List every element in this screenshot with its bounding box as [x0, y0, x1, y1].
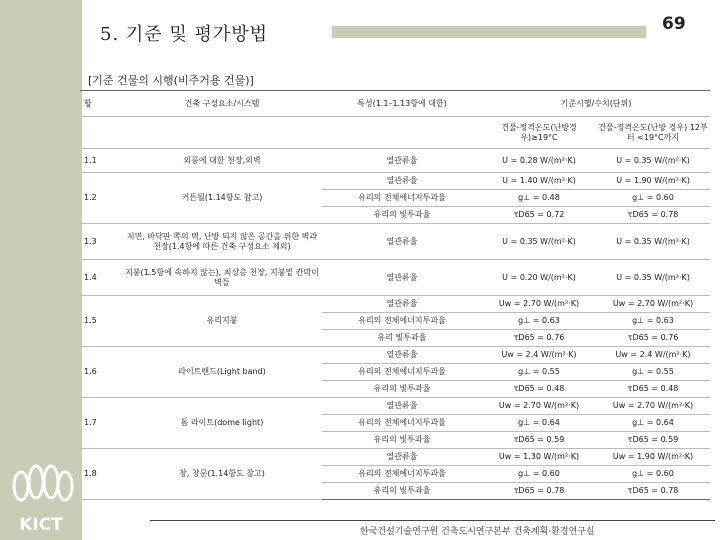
kict-logo — [6, 462, 76, 534]
table-caption: [기준 건물의 시행(비주거용 건물)] — [88, 74, 254, 87]
row-property: 유리의 빛투과율 — [322, 483, 482, 500]
row-id: 1.2 — [80, 173, 122, 224]
row-property: 유리의 빛투과율 — [322, 432, 482, 449]
row-value-v2: τD65 = 0.78 — [596, 207, 710, 224]
row-value-v1: τD65 = 0.59 — [482, 432, 596, 449]
header-reference-values: 기준시행/수치(단위) — [482, 91, 710, 117]
row-component: 라이트밴드(Light band) — [122, 347, 322, 398]
row-id: 1.1 — [80, 149, 122, 173]
row-property: 열관류율 — [322, 296, 482, 313]
row-id: 1.8 — [80, 449, 122, 500]
table-row — [80, 149, 710, 173]
row-value-v2: U = 0.35 W/(m²·K) — [596, 149, 710, 173]
row-value-v1: τD65 = 0.76 — [482, 330, 596, 347]
row-value-v2: Uw = 2.4 W/(m²·K) — [596, 347, 710, 364]
subheader-ge19: 건물-정격온도(난방경우)≥19°C — [482, 117, 596, 149]
row-property: 열관류율 — [322, 449, 482, 466]
title-accent-bar — [332, 26, 646, 38]
section-title: 5. 기준 및 평가방법 — [100, 24, 269, 45]
row-id: 1.5 — [80, 296, 122, 347]
footer-rule — [150, 520, 715, 521]
table-row — [80, 449, 710, 466]
table-row — [80, 296, 710, 313]
row-value-v2: g⊥ = 0.60 — [596, 190, 710, 207]
row-value-v1: U = 0.35 W/(m²·K) — [482, 224, 596, 260]
row-value-v2: Uw = 2.70 W/(m²·K) — [596, 398, 710, 415]
subheader-12to19: 건물-정격온도(난방 경우) 12부터 <19°C까지 — [596, 117, 710, 149]
row-id: 1.4 — [80, 260, 122, 296]
row-value-v2: τD65 = 0.48 — [596, 381, 710, 398]
row-component: 커튼월(1.14항도 참고) — [122, 173, 322, 224]
svg-text:KICT: KICT — [19, 515, 63, 534]
row-value-v1: Uw = 1.30 W/(m²·K) — [482, 449, 596, 466]
table-row — [80, 224, 710, 260]
row-value-v2: U = 1.90 W/(m²·K) — [596, 173, 710, 190]
row-component: 외풍에 대한 천장,외벽 — [122, 149, 322, 173]
row-value-v2: τD65 = 0.76 — [596, 330, 710, 347]
row-value-v2: g⊥ = 0.55 — [596, 364, 710, 381]
table-row — [80, 398, 710, 415]
row-component: 유리지붕 — [122, 296, 322, 347]
row-value-v1: g⊥ = 0.63 — [482, 313, 596, 330]
row-property: 유리의 전체에너지투과율 — [322, 190, 482, 207]
row-value-v1: Uw = 2.70 W/(m²·K) — [482, 398, 596, 415]
row-property: 유리 빛투과율 — [322, 330, 482, 347]
row-property: 유리의 전체에너지투과율 — [322, 313, 482, 330]
header-id: 항 — [80, 91, 122, 117]
table-row — [80, 173, 710, 190]
row-property: 열관류율 — [322, 398, 482, 415]
header-property: 특성(1.1–1.13항에 대한) — [322, 91, 482, 117]
row-value-v1: τD65 = 0.72 — [482, 207, 596, 224]
row-value-v1: τD65 = 0.78 — [482, 483, 596, 500]
header-component: 건축 구성요소/시스템 — [122, 91, 322, 117]
row-value-v1: U = 0.28 W/(m²·K) — [482, 149, 596, 173]
row-property: 열관류율 — [322, 347, 482, 364]
row-value-v1: τD65 = 0.48 — [482, 381, 596, 398]
row-value-v2: g⊥ = 0.60 — [596, 466, 710, 483]
row-value-v2: Uw = 1.90 W/(m²·K) — [596, 449, 710, 466]
row-value-v1: g⊥ = 0.60 — [482, 466, 596, 483]
row-value-v1: Uw = 2.4 W/(m²·K) — [482, 347, 596, 364]
row-property: 열관류율 — [322, 173, 482, 190]
row-id: 1.6 — [80, 347, 122, 398]
row-value-v2: τD65 = 0.78 — [596, 483, 710, 500]
row-property: 열관류율 — [322, 149, 482, 173]
row-value-v1: g⊥ = 0.48 — [482, 190, 596, 207]
reference-building-table — [80, 90, 710, 500]
row-property: 유리의 전체에너지투과율 — [322, 466, 482, 483]
row-component: 창, 창문(1.14항도 참고) — [122, 449, 322, 500]
row-component: 돔 라이트(dome light) — [122, 398, 322, 449]
table-row — [80, 347, 710, 364]
row-value-v2: τD65 = 0.59 — [596, 432, 710, 449]
row-property: 유리의 전체에너지투과율 — [322, 415, 482, 432]
row-value-v1: Uw = 2.70 W/(m²·K) — [482, 296, 596, 313]
row-value-v1: g⊥ = 0.55 — [482, 364, 596, 381]
row-component: 지붕(1.5항에 속하지 않는), 최상층 천장, 지붕밑 칸막이 벽들 — [122, 260, 322, 296]
row-value-v2: U = 0.35 W/(m²·K) — [596, 260, 710, 296]
table-row — [80, 260, 710, 296]
left-sidebar-band — [0, 0, 82, 540]
page-number: 69 — [662, 14, 686, 34]
row-value-v2: g⊥ = 0.64 — [596, 415, 710, 432]
row-value-v2: U = 0.35 W/(m²·K) — [596, 224, 710, 260]
row-id: 1.7 — [80, 398, 122, 449]
row-property: 유리의 전체에너지투과율 — [322, 364, 482, 381]
row-id: 1.3 — [80, 224, 122, 260]
row-value-v1: U = 0.20 W/(m²·K) — [482, 260, 596, 296]
footer-text: 한국건설기술연구원 건축도시연구본부 건축계획·환경연구실 — [360, 527, 595, 537]
row-value-v2: g⊥ = 0.63 — [596, 313, 710, 330]
row-property: 유리의 빛투과율 — [322, 207, 482, 224]
row-property: 유리의 빛투과율 — [322, 381, 482, 398]
row-component: 지면, 바닥판 쪽의 벽, 난방 되지 않은 공간을 위한 벽과 천장(1.4항에 따른 건축 구성요소 제외) — [122, 224, 322, 260]
row-property: 열관류율 — [322, 224, 482, 260]
row-property: 열관류율 — [322, 260, 482, 296]
row-value-v1: g⊥ = 0.64 — [482, 415, 596, 432]
row-value-v2: Uw = 2.70 W/(m²·K) — [596, 296, 710, 313]
row-value-v1: U = 1.40 W/(m²·K) — [482, 173, 596, 190]
